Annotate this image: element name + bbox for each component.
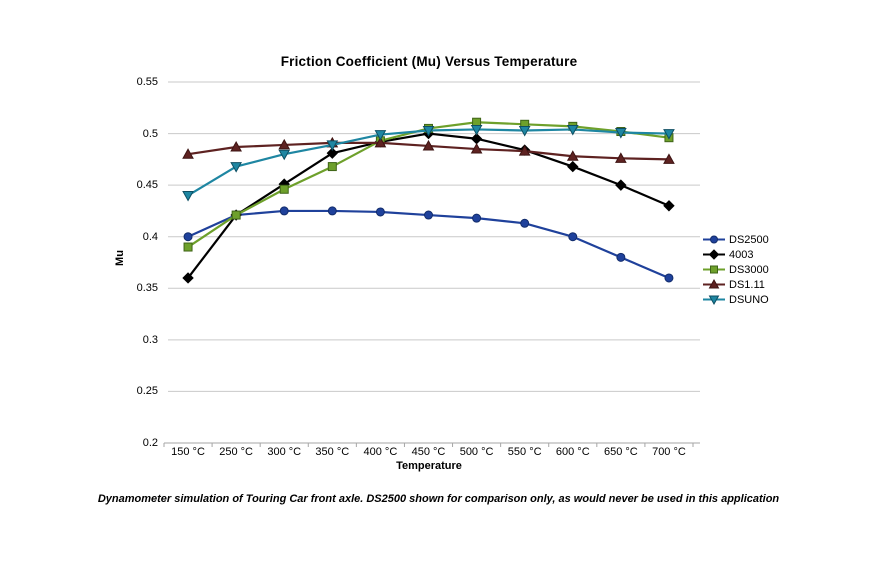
series-marker-circle	[184, 233, 192, 241]
series-DS2500	[184, 207, 673, 282]
legend-item-4003[interactable]	[703, 247, 769, 262]
legend-marker-triangle-down-icon	[703, 294, 725, 305]
x-tick-label: 650 °C	[603, 446, 638, 458]
legend-marker-shape	[710, 250, 719, 259]
y-tick-label: 0.3	[142, 333, 158, 346]
legend-marker-square-icon	[703, 264, 725, 275]
legend-label: DS3000	[729, 263, 769, 276]
legend-item-DSUNO[interactable]	[703, 292, 769, 307]
series-marker-circle	[665, 274, 673, 282]
series-marker-circle	[521, 219, 529, 227]
series-marker-circle	[376, 208, 384, 216]
series-marker-square	[280, 185, 288, 193]
series-marker-circle	[280, 207, 288, 215]
chart-title: Friction Coefficient (Mu) Versus Temperature	[280, 54, 578, 69]
x-tick-label: 250 °C	[219, 446, 254, 458]
series-marker-diamond	[568, 162, 578, 172]
series-line-4003	[188, 134, 669, 278]
legend-item-DS2500[interactable]	[703, 232, 769, 247]
x-tick-label: 450 °C	[411, 446, 446, 458]
chart-caption: Dynamometer simulation of Touring Car front axle. DS2500 shown for comparison only, as would never be used in this application	[97, 493, 780, 505]
legend-marker-circle-icon	[703, 234, 725, 245]
y-tick-label: 0.45	[136, 179, 158, 192]
series-marker-circle	[617, 253, 625, 261]
y-tick-label: 0.55	[136, 76, 158, 88]
legend-marker-shape	[711, 236, 718, 243]
x-tick-label: 150 °C	[171, 446, 205, 458]
x-tick-label: 350 °C	[315, 446, 350, 458]
legend-label: 4003	[729, 248, 754, 261]
y-axis-title: Mu	[113, 250, 126, 266]
x-tick-label: 700 °C	[652, 446, 686, 458]
legend-label: DSUNO	[729, 293, 769, 306]
y-tick-label: 0.5	[142, 127, 158, 140]
legend-item-DS3000[interactable]	[703, 262, 769, 277]
x-tick-label: 500 °C	[459, 446, 494, 458]
x-tick-label: 300 °C	[267, 446, 302, 458]
legend-marker-triangle-up-icon	[703, 279, 725, 290]
chart-legend	[703, 232, 769, 307]
legend-marker-diamond-icon	[703, 249, 725, 260]
x-tick-label: 400 °C	[363, 446, 398, 458]
x-axis-title: Temperature	[396, 460, 462, 472]
series-marker-square	[184, 243, 192, 251]
y-tick-label: 0.4	[142, 230, 158, 243]
y-tick-label: 0.35	[136, 282, 158, 295]
y-tick-label: 0.2	[142, 437, 158, 449]
series-marker-diamond	[664, 201, 674, 211]
legend-label: DS2500	[729, 233, 769, 246]
x-tick-label: 550 °C	[507, 446, 542, 458]
series-marker-circle	[425, 211, 433, 219]
x-tick-label: 600 °C	[555, 446, 590, 458]
series-line-DS2500	[188, 211, 669, 278]
series-marker-triangle-down	[183, 191, 193, 200]
series-marker-circle	[328, 207, 336, 215]
series-marker-square	[328, 163, 336, 171]
legend-label: DS1.11	[729, 278, 765, 291]
series-marker-circle	[569, 233, 577, 241]
legend-marker-shape	[711, 266, 718, 273]
legend-item-DS1.11[interactable]	[703, 277, 769, 292]
series-marker-diamond	[616, 180, 626, 190]
series-marker-square	[232, 211, 240, 219]
series-DS1.11	[183, 138, 674, 164]
series-marker-triangle-down	[231, 163, 241, 172]
series-4003	[183, 129, 674, 283]
series-marker-circle	[473, 214, 481, 222]
y-tick-label: 0.25	[136, 385, 158, 398]
